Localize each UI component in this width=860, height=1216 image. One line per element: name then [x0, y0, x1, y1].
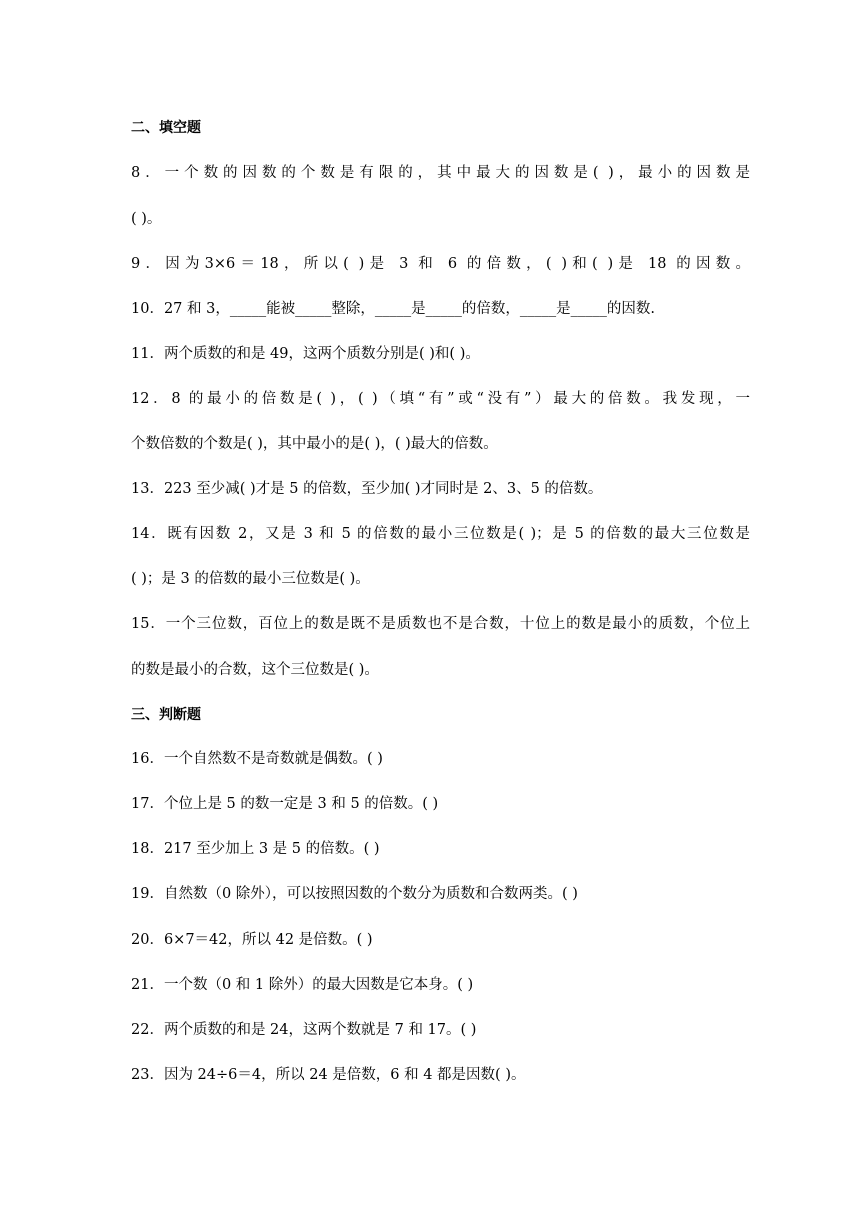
question-8-line-2: ( )。: [131, 211, 162, 227]
question-8-line-1: 8．一个数的因数的个数是有限的，其中最大的因数是( )，最小的因数是: [131, 165, 750, 181]
question-15-line-1: 15．一个三位数，百位上的数是既不是质数也不是合数，十位上的数是最小的质数，个位上: [131, 616, 750, 632]
question-9: 9．因为3×6＝18，所以( )是 3 和 6 的倍数，( )和( )是 18 的因数。: [131, 256, 750, 272]
question-12-line-2: 个数倍数的个数是( )，其中最小的是( )，( )最大的倍数。: [131, 436, 498, 452]
question-13: 13．223 至少减( )才是 5 的倍数，至少加( )才同时是 2、3、5 的倍数。: [131, 481, 603, 497]
section-heading-fill-in: 二、填空题: [131, 120, 201, 136]
question-22: 22．两个质数的和是 24，这两个数就是 7 和 17。( ): [131, 1022, 477, 1038]
question-20: 20．6×7＝42，所以 42 是倍数。( ): [131, 932, 373, 948]
section-heading-true-false: 三、判断题: [131, 707, 201, 723]
question-12-line-1: 12．8 的最小的倍数是( )，( )（填“有”或“没有”）最大的倍数。我发现，一: [131, 391, 750, 407]
question-18: 18．217 至少加上 3 是 5 的倍数。( ): [131, 841, 380, 857]
question-16: 16．一个自然数不是奇数就是偶数。( ): [131, 751, 383, 767]
question-15-line-2: 的数是最小的合数，这个三位数是( )。: [131, 662, 379, 678]
question-14-line-2: ( )；是 3 的倍数的最小三位数是( )。: [131, 571, 370, 587]
question-14-line-1: 14．既有因数 2，又是 3 和 5 的倍数的最小三位数是( )；是 5 的倍数的最大三位数是: [131, 526, 750, 542]
question-11: 11．两个质数的和是 49，这两个质数分别是( )和( )。: [131, 346, 480, 362]
question-10: 10．27 和 3，_____能被_____整除，_____是_____的倍数，_____是_____的因数.: [131, 301, 655, 317]
question-23: 23．因为 24÷6＝4，所以 24 是倍数，6 和 4 都是因数( )。: [131, 1067, 526, 1083]
question-19: 19．自然数（0 除外），可以按照因数的个数分为质数和合数两类。( ): [131, 886, 578, 902]
question-17: 17．个位上是 5 的数一定是 3 和 5 的倍数。( ): [131, 796, 439, 812]
question-21: 21．一个数（0 和 1 除外）的最大因数是它本身。( ): [131, 977, 474, 993]
